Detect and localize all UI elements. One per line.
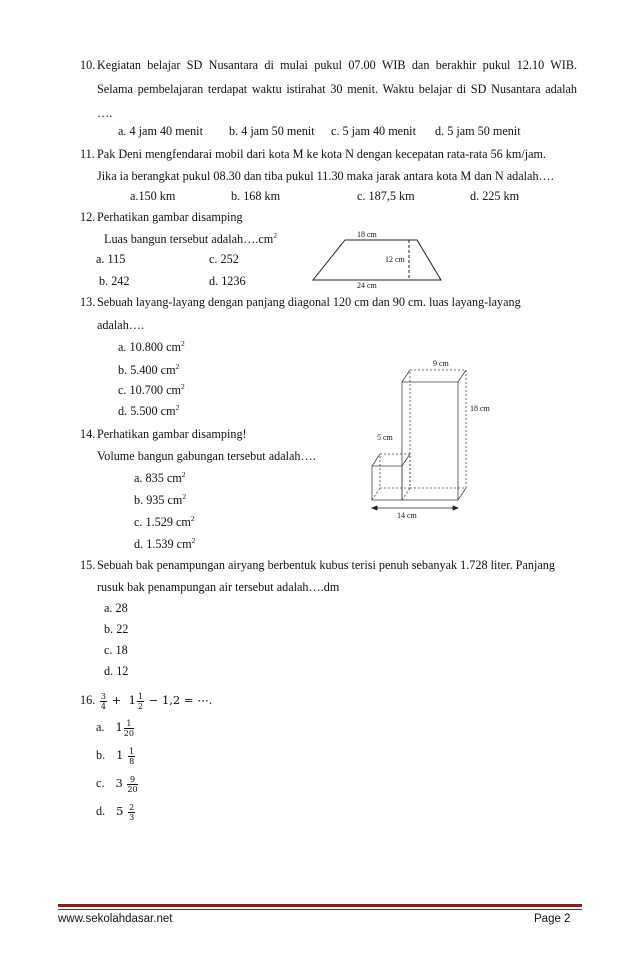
prism-top-label: 9 cm [433, 359, 449, 368]
q11-option-d: d. 225 km [470, 189, 520, 203]
q11-option-a: a.150 km [130, 189, 176, 203]
q15-text-line2: rusuk bak penampungan air tersebut adalah….dm [97, 580, 340, 594]
q12-option-b: b. 242 [99, 274, 130, 288]
q15-option-a: a. 28 [104, 601, 128, 615]
q13-option-b: b. 5.400 $cm^2$ [118, 362, 180, 377]
q15-text-line1: Sebuah bak penampungan airyang berbentuk kubus terisi penuh sebanyak 1.728 liter. Panjang [97, 558, 555, 572]
cube-left-label: 5 cm [377, 433, 393, 442]
combined-bottom-label: 14 cm [397, 511, 417, 520]
q16-option-c: c. 3 $\frac{9}{20}$ [96, 774, 138, 794]
q10-option-b: b. 4 jam 50 menit [229, 124, 315, 138]
q16-option-b: b. 1 $\frac{1}{8}$ [96, 746, 135, 766]
q10-text-line3: …. [97, 106, 113, 120]
q16-option-a: a. 1 $\frac{1}{20}$ [96, 718, 134, 738]
q15-option-d: d. 12 [104, 664, 129, 678]
q10-option-a: a. 4 jam 40 menit [118, 124, 203, 138]
q11-option-b: b. 168 km [231, 189, 281, 203]
q16-equation: 16. $\frac{3}{4}$ + 1 $\frac{1}{2}$ − 1,2 = ⋯. [80, 691, 213, 711]
q12-number: 12. [80, 210, 96, 224]
trapezoid-bottom-label: 24 cm [357, 281, 377, 290]
q11-option-c: c. 187,5 km [357, 189, 415, 203]
q15-option-c: c. 18 [104, 643, 128, 657]
q16-fraction-2: $\frac{1}{2}$ [137, 691, 144, 711]
q14-option-c: c. 1.529 $cm^2$ [134, 514, 195, 529]
trapezoid-top-label: 18 cm [357, 230, 377, 239]
q14-text-line2: Volume bangun gabungan tersebut adalah…. [97, 449, 316, 463]
prism-right-label: 18 cm [470, 404, 490, 413]
q15-option-b: b. 22 [104, 622, 129, 636]
footer-website: www.sekolahdasar.net [58, 913, 173, 925]
q13-option-a: a. 10.800 $cm^2$ [118, 339, 185, 354]
q12-option-c: c. 252 [209, 252, 239, 266]
small-cube-front-face [372, 466, 402, 500]
q11-text-line2: Jika ia berangkat pukul 08.30 dan tiba pukul 11.30 maka jarak antara kota M dan N adalah…. [97, 169, 554, 183]
q14-number: 14. [80, 427, 96, 441]
trapezoid-height-label: 12 cm [385, 255, 405, 264]
q12-option-d: d. 1236 [209, 274, 246, 288]
q16-option-d: d. 5 $\frac{2}{3}$ [96, 802, 135, 822]
footer-rule-thick [58, 904, 582, 907]
q12-text-line2: Luas bangun tersebut $adalah\dots.cm^2$ [104, 231, 277, 246]
q13-option-c: c. 10.700 $cm^2$ [118, 382, 185, 397]
q14-option-a: a. 835 $cm^2$ [134, 470, 186, 485]
q16-fraction-1: $\frac{3}{4}$ [100, 691, 106, 711]
q11-text-line1: Pak Deni mengfendarai mobil dari kota M ke kota N dengan kecepatan rata-rata 56 km/jam. [97, 147, 547, 161]
q10-option-d: d. 5 jam 50 menit [435, 124, 521, 138]
q13-text-line2: adalah…. [97, 318, 145, 332]
q10-option-c: c. 5 jam 40 menit [331, 124, 416, 138]
q14-option-b: b. 935 $cm^2$ [134, 492, 187, 507]
q10-number: 10. [80, 58, 96, 72]
q13-option-d: d. 5.500 $cm^2$ [118, 403, 180, 418]
q10-text-line1: Kegiatan belajar SD Nusantara di mulai pukul 07.00 WIB dan berakhir pukul 12.10 WIB. [97, 58, 577, 72]
q13-number: 13. [80, 295, 96, 309]
q10-text-line2: Selama pembelajaran terdapat waktu istirahat 30 menit. Waktu belajar di SD Nusantara adalah [97, 82, 577, 96]
q14-text-line1: Perhatikan gambar disamping! [97, 427, 247, 441]
q11-number: 11. [80, 147, 95, 161]
q12-option-a: a. 115 [96, 252, 126, 266]
trapezoid-shape [313, 240, 441, 280]
footer-page-number: Page 2 [534, 913, 571, 925]
q12-text-line1: Perhatikan gambar disamping [97, 210, 243, 224]
small-cube-back-face [380, 454, 410, 488]
footer-rule-thin [58, 909, 582, 910]
q14-option-d: d. 1.539 $cm^2$ [134, 536, 196, 551]
q15-number: 15. [80, 558, 96, 572]
q13-text-line1: Sebuah layang-layang dengan panjang diagonal 120 cm dan 90 cm. luas layang-layang [97, 295, 521, 309]
